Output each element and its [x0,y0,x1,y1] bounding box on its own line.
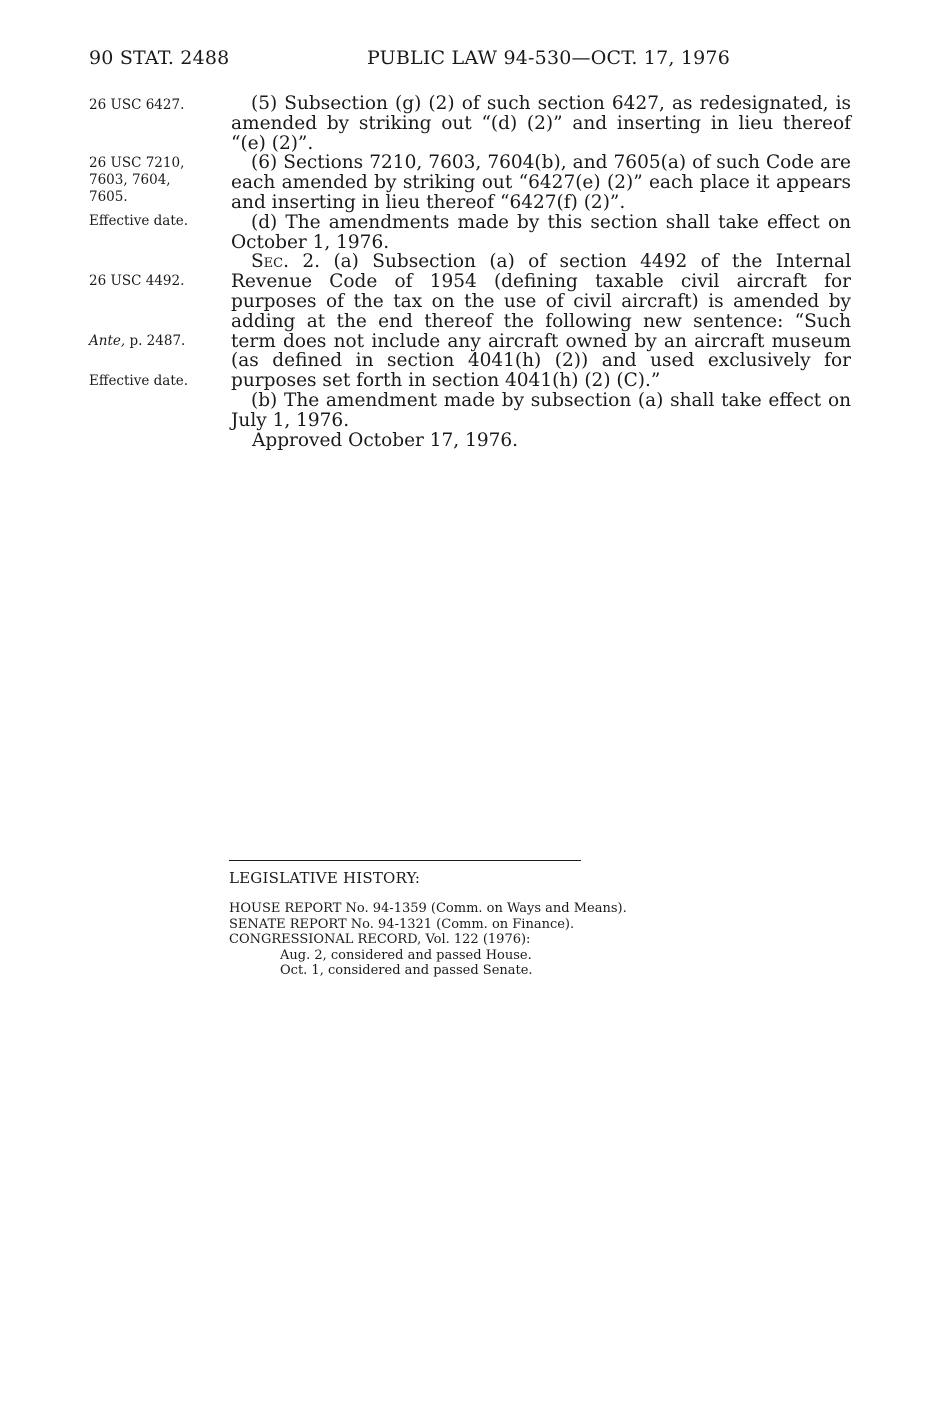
paragraph-d: (d) The amendments made by this section shall take effect on October 1, 1976. [231,211,851,253]
margin-note-line: 7603, 7604, [89,172,171,188]
margin-note-26-usc-6427: 26 USC 6427. [89,97,185,113]
legislative-history-list [229,901,627,979]
stat-page-number: 90 STAT. 2488 [89,47,230,69]
paragraph-6: (6) Sections 7210, 7603, 7604(b), and 7605(a) of such Code are each amended by striking out “6427(e) (2)” each place it appears and inserting in lieu thereof “6427(f) (2)”. [231,152,851,213]
paragraph-b: (b) The amendment made by subsection (a) shall take effect on July 1, 1976. [231,389,851,431]
congressional-record: CONGRESSIONAL RECORD, Vol. 122 (1976): [229,932,531,948]
show-through-texture [240,470,840,1170]
statute-body [231,94,851,431]
margin-note-line: 26 USC 7210, [89,155,185,171]
margin-note-page-ref: p. 2487. [125,333,186,349]
margin-note-line: 7605. [89,189,128,205]
record-entry-house: Aug. 2, considered and passed House. [280,947,532,963]
section-label: Sec. 2. [251,251,321,273]
margin-note-ante-ref [89,333,219,350]
paragraph-5: (5) Subsection (g) (2) of such section 6427, as redesignated, is amended by striking out “(d) (2)” and inserting in lieu thereof “(e) (2)”. [231,93,851,154]
section-2-text: (a) Subsection (a) of section 4492 of the Internal Revenue Code of 1954 (defining taxable civil aircraft for purposes of the tax on the use of civil aircraft) is amended by adding at the end thereof the following new sentence: “Such term does not include any aircraft owned by an aircraft museum (as defined in section 4041(h) (2)) and used exclusively for purposes set forth in section 4041(h) (2) (C).” [231,251,852,392]
margin-note-ante: Ante, [89,333,126,349]
page-header [89,47,849,77]
house-report: HOUSE REPORT No. 94-1359 (Comm. on Ways and Means). [229,901,627,916]
public-law-title: PUBLIC LAW 94-530—OCT. 17, 1976 [367,47,731,69]
margin-note-effective-date: Effective date. [89,213,189,229]
margin-note-effective-date-2: Effective date. [89,373,189,389]
senate-report: SENATE REPORT No. 94-1321 (Comm. on Finance). [229,916,575,932]
record-entry-senate: Oct. 1, considered and passed Senate. [280,963,533,979]
margin-note-26-usc-7210 [89,155,219,206]
approval-date: Approved October 17, 1976. [252,430,519,451]
section-2-paragraph [231,252,851,391]
legislative-history-rule [229,860,581,861]
legislative-history-title: LEGISLATIVE HISTORY: [229,869,421,887]
margin-note-26-usc-4492: 26 USC 4492. [89,273,185,289]
